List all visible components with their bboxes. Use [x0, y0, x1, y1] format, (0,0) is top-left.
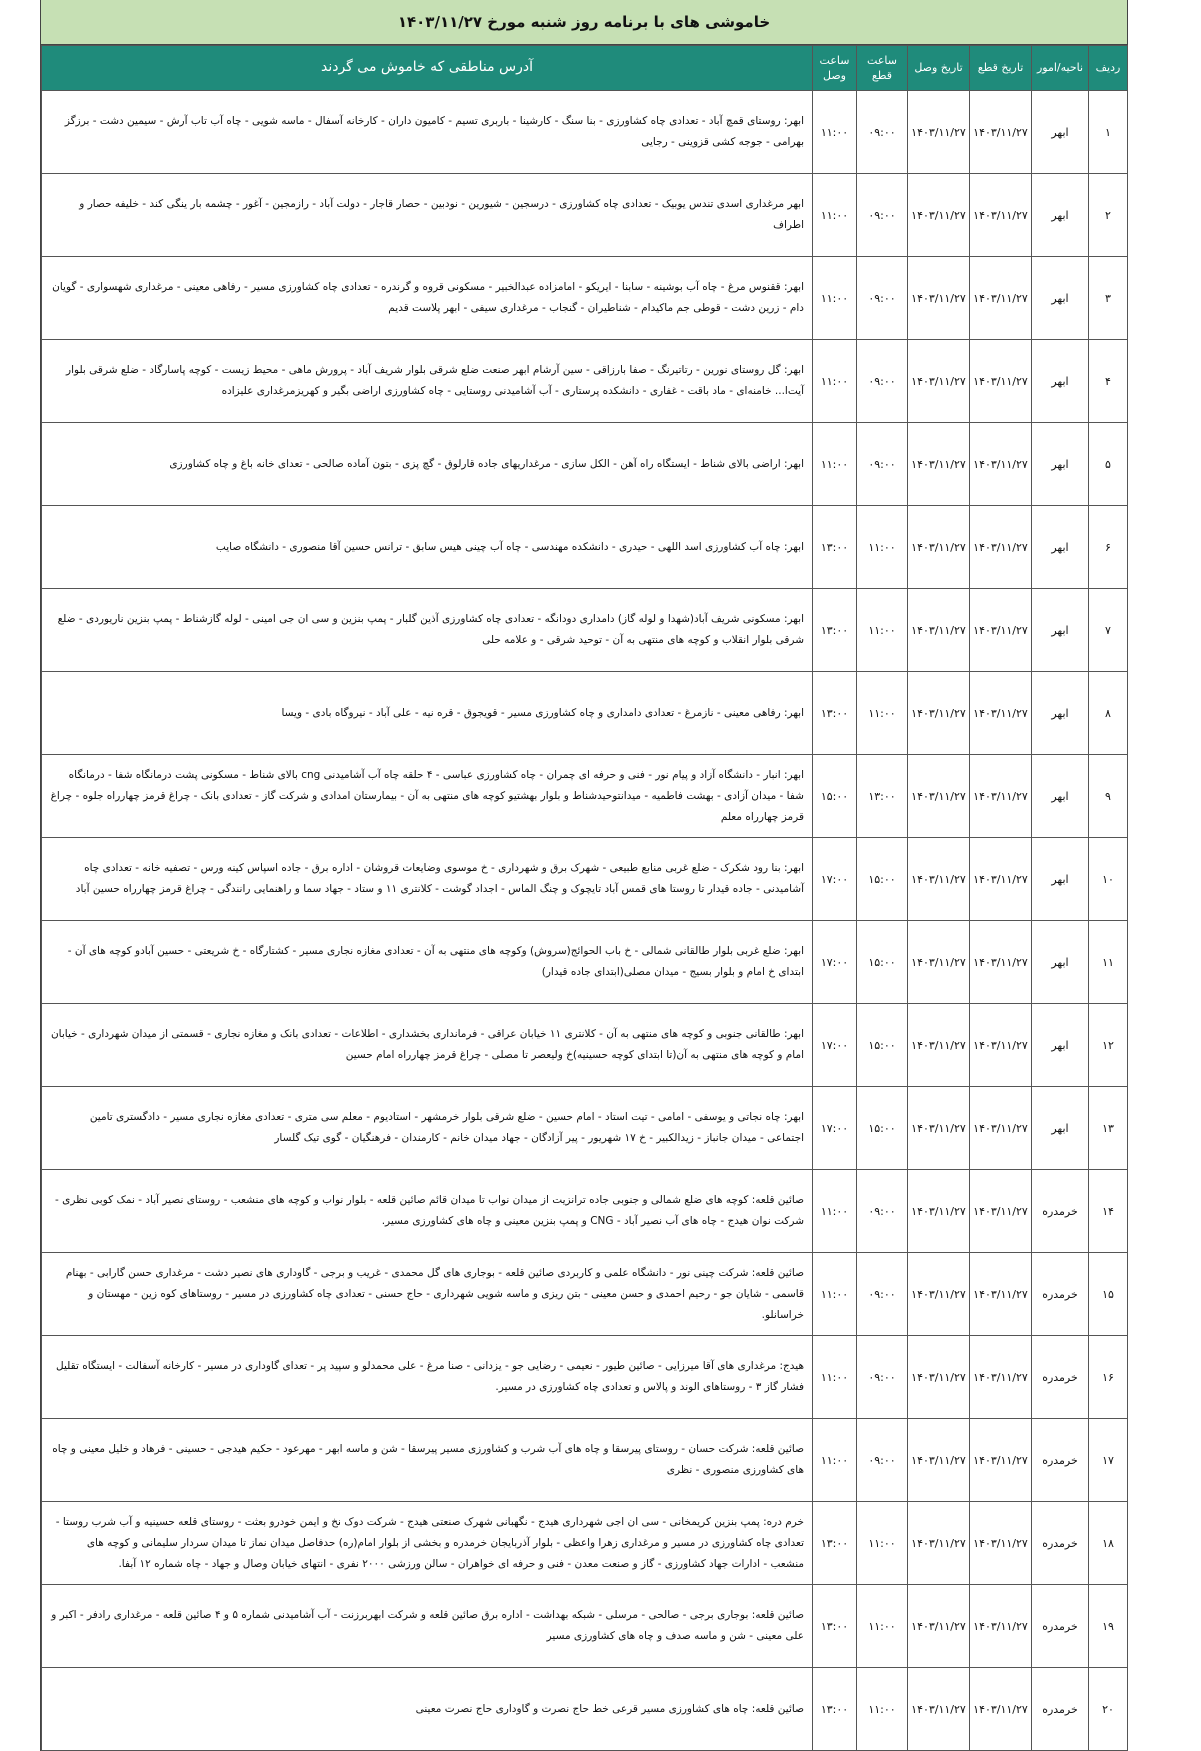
- cell-radif: ۱۱: [1089, 921, 1128, 1004]
- cell-date-cut: ۱۴۰۳/۱۱/۲۷: [970, 1419, 1032, 1502]
- header-address: آدرس مناطقی که خاموش می گردند: [42, 46, 813, 91]
- cell-radif: ۱۳: [1089, 1087, 1128, 1170]
- cell-radif: ۱۵: [1089, 1253, 1128, 1336]
- header-time-cut: ساعت قطع: [857, 46, 908, 91]
- cell-date-conn: ۱۴۰۳/۱۱/۲۷: [908, 340, 970, 423]
- cell-nahie: ابهر: [1032, 506, 1089, 589]
- cell-radif: ۷: [1089, 589, 1128, 672]
- cell-radif: ۱۸: [1089, 1502, 1128, 1585]
- cell-nahie: ابهر: [1032, 1004, 1089, 1087]
- cell-radif: ۵: [1089, 423, 1128, 506]
- cell-address: ابهر: طالقانی جنوبی و کوچه های منتهی به آن - کلانتری ۱۱ خیابان عراقی - فرمانداری بخشداری - اطلاعات - تعدادی بانک و مغازه نجاری - قسمتی از میدان شهرداری - خیابان امام و کوچه های منتهی به آن(تا ابتدای کوچه حسینیه)خ ولیعصر تا مصلی - چراغ قرمز چهارراه امام حسین: [42, 1004, 813, 1087]
- table-row: [42, 1419, 1128, 1502]
- cell-address: صائین قلعه: کوچه های ضلع شمالی و جنوبی جاده ترانزیت از میدان نواب تا میدان قائم صائین قلعه - بلوار نواب و کوچه های منشعب - روستای نصیر آباد - نمک کوبی نظری - شرکت نوان هیدج - چاه های آب نصیر آباد - CNG و پمپ بنزین معینی و چاه های کشاورزی مسیر.: [42, 1170, 813, 1253]
- cell-time-conn: ۱۱:۰۰: [813, 340, 857, 423]
- cell-time-cut: ۱۵:۰۰: [857, 838, 908, 921]
- table-row: [42, 1170, 1128, 1253]
- cell-radif: ۲۰: [1089, 1668, 1128, 1751]
- cell-time-cut: ۰۹:۰۰: [857, 91, 908, 174]
- cell-date-cut: ۱۴۰۳/۱۱/۲۷: [970, 1004, 1032, 1087]
- cell-time-conn: ۱۷:۰۰: [813, 838, 857, 921]
- cell-date-cut: ۱۴۰۳/۱۱/۲۷: [970, 91, 1032, 174]
- table-row: [42, 838, 1128, 921]
- cell-radif: ۱: [1089, 91, 1128, 174]
- table-row: [42, 1585, 1128, 1668]
- cell-date-cut: ۱۴۰۳/۱۱/۲۷: [970, 1087, 1032, 1170]
- cell-address: ابهر: انبار - دانشگاه آزاد و پیام نور - فنی و حرفه ای چمران - چاه کشاورزی عباسی - ۴ حلقه چاه آب آشامیدنی cng بالای شناط - مسکونی پشت درمانگاه شفا - درمانگاه شفا - میدان آزادی - بهشت فاطمیه - میدانتوحیدشناط و بلوار بهشتیو کوچه های منتهی به آن - بیمارستان امدادی و شرکت گاز - تعدادی بانک - چراغ قرمز چهارراه جلوه - چراغ قرمز چهارراه معلم: [42, 755, 813, 838]
- cell-time-cut: ۱۱:۰۰: [857, 1585, 908, 1668]
- cell-address: ابهر: بنا رود شکرک - ضلع غربی منابع طبیعی - شهرک برق و شهرداری - خ موسوی وضایعات قروشان - اداره برق - جاده اسپاس کینه ورس - تصفیه خانه - تعدادی چاه آشامیدنی - جاده قیدار تا روستا های قمس آباد تایچوک و چنگ الماس - اجداد گوشت - کلانتری ۱۱ و ستاد - جهاد سما و راهنمایی رانندگی - چراغ قرمز چهارراه حسین آباد: [42, 838, 813, 921]
- cell-time-cut: ۰۹:۰۰: [857, 1253, 908, 1336]
- table-row: [42, 921, 1128, 1004]
- cell-address: ابهر مرغداری اسدی تندس یوبیک - تعدادی چاه کشاورزی - درسجین - شیورین - نودبین - حصار قاجار - دولت آباد - رازمجین - آغور - چشمه بار ینگی کند - خلیفه حصار و اطراف: [42, 174, 813, 257]
- cell-nahie: ابهر: [1032, 257, 1089, 340]
- cell-nahie: ابهر: [1032, 91, 1089, 174]
- cell-time-cut: ۰۹:۰۰: [857, 340, 908, 423]
- cell-nahie: ابهر: [1032, 755, 1089, 838]
- cell-address: ابهر: روستای قمچ آباد - تعدادی چاه کشاورزی - بنا سنگ - کارشینا - باربری تسیم - کامیون داران - کارخانه آسفال - ماسه شویی - چاه آب تاب آرش - سیمین دشت - برزگز بهرامی - جوجه کشی قزوینی - رجایی: [42, 91, 813, 174]
- table-row: [42, 589, 1128, 672]
- table-row: [42, 506, 1128, 589]
- cell-time-cut: ۱۳:۰۰: [857, 755, 908, 838]
- table-row: [42, 340, 1128, 423]
- cell-date-conn: ۱۴۰۳/۱۱/۲۷: [908, 672, 970, 755]
- table-row: [42, 1502, 1128, 1585]
- cell-time-cut: ۱۱:۰۰: [857, 506, 908, 589]
- cell-date-conn: ۱۴۰۳/۱۱/۲۷: [908, 921, 970, 1004]
- table-row: [42, 1336, 1128, 1419]
- cell-nahie: خرمدره: [1032, 1170, 1089, 1253]
- outage-sheet: [40, 0, 1128, 1751]
- cell-date-conn: ۱۴۰۳/۱۱/۲۷: [908, 1336, 970, 1419]
- cell-radif: ۲: [1089, 174, 1128, 257]
- cell-date-conn: ۱۴۰۳/۱۱/۲۷: [908, 423, 970, 506]
- cell-date-cut: ۱۴۰۳/۱۱/۲۷: [970, 1668, 1032, 1751]
- outage-table: [41, 45, 1128, 1751]
- cell-address: صائین قلعه: شرکت حسان - روستای پیرسقا و چاه های آب شرب و کشاورزی مسیر پیرسقا - شن و ماسه ابهر - مهرعود - حکیم هیدجی - حسینی - فرهاد و خلیل معینی و چاه های کشاورزی منصوری - نظری: [42, 1419, 813, 1502]
- header-time-conn: ساعت وصل: [813, 46, 857, 91]
- cell-nahie: خرمدره: [1032, 1585, 1089, 1668]
- cell-date-conn: ۱۴۰۳/۱۱/۲۷: [908, 589, 970, 672]
- cell-address: صائین قلعه: چاه های کشاورزی مسیر قرعی خط حاج نصرت و گاوداری حاج نصرت معینی: [42, 1668, 813, 1751]
- cell-time-conn: ۱۳:۰۰: [813, 1502, 857, 1585]
- cell-time-conn: ۱۷:۰۰: [813, 1004, 857, 1087]
- cell-time-cut: ۰۹:۰۰: [857, 174, 908, 257]
- table-row: [42, 1253, 1128, 1336]
- cell-date-cut: ۱۴۰۳/۱۱/۲۷: [970, 921, 1032, 1004]
- header-radif: ردیف: [1089, 46, 1128, 91]
- cell-nahie: خرمدره: [1032, 1336, 1089, 1419]
- cell-time-conn: ۱۱:۰۰: [813, 91, 857, 174]
- cell-address: صائین قلعه: بوجاری برجی - صالحی - مرسلی - شبکه بهداشت - اداره برق صائین قلعه و شرکت ابهربرزنت - آب آشامیدنی شماره ۵ و ۴ صائین قلعه - مرغداری رادفر - اکبر و علی معینی - شن و ماسه صدف و چاه های کشاورزی مسیر: [42, 1585, 813, 1668]
- cell-radif: ۱۴: [1089, 1170, 1128, 1253]
- cell-time-conn: ۱۱:۰۰: [813, 1170, 857, 1253]
- table-row: [42, 1004, 1128, 1087]
- cell-address: ابهر: ضلع غربی بلوار طالقانی شمالی - خ باب الحوائج(سروش) وکوچه های منتهی به آن - تعدادی مغازه نجاری مسیر - کشتارگاه - خ شریعتی - حسین آبادو کوچه های آن - ابتدای خ امام و بلوار بسیج - میدان مصلی(ابتدای جاده قیدار): [42, 921, 813, 1004]
- cell-nahie: ابهر: [1032, 174, 1089, 257]
- cell-date-cut: ۱۴۰۳/۱۱/۲۷: [970, 672, 1032, 755]
- cell-time-cut: ۱۱:۰۰: [857, 1502, 908, 1585]
- cell-radif: ۱۶: [1089, 1336, 1128, 1419]
- table-row: [42, 91, 1128, 174]
- cell-nahie: خرمدره: [1032, 1668, 1089, 1751]
- cell-date-conn: ۱۴۰۳/۱۱/۲۷: [908, 838, 970, 921]
- cell-date-conn: ۱۴۰۳/۱۱/۲۷: [908, 1668, 970, 1751]
- cell-address: ابهر: اراضی بالای شناط - ایستگاه راه آهن - الکل سازی - مرغداریهای جاده قارلوق - گچ پزی - بتون آماده صالحی - تعدای خانه باغ و چاه کشاورزی: [42, 423, 813, 506]
- header-nahie: ناحیه/امور: [1032, 46, 1089, 91]
- cell-nahie: خرمدره: [1032, 1502, 1089, 1585]
- table-row: [42, 257, 1128, 340]
- cell-address: ابهر: چاه نجاتی و یوسفی - امامی - تیت استاد - امام حسین - ضلع شرقی بلوار خرمشهر - استادیوم - معلم سی متری - تعدادی مغازه نجاری مسیر - دادگستری تامین اجتماعی - میدان جانباز - زیدالکبیر - خ ۱۷ شهریور - پیر آزادگان - جهاد میدان خانم - کارمندان - فرهنگیان - گوی تیک گلسار: [42, 1087, 813, 1170]
- cell-time-conn: ۱۱:۰۰: [813, 423, 857, 506]
- page-title: خاموشی های با برنامه روز شنبه مورخ ۱۴۰۳/۱۱/۲۷: [41, 0, 1127, 45]
- cell-date-cut: ۱۴۰۳/۱۱/۲۷: [970, 1336, 1032, 1419]
- cell-time-conn: ۱۱:۰۰: [813, 257, 857, 340]
- cell-time-cut: ۱۱:۰۰: [857, 1668, 908, 1751]
- cell-date-conn: ۱۴۰۳/۱۱/۲۷: [908, 257, 970, 340]
- cell-time-conn: ۱۳:۰۰: [813, 1585, 857, 1668]
- cell-date-conn: ۱۴۰۳/۱۱/۲۷: [908, 1502, 970, 1585]
- cell-date-conn: ۱۴۰۳/۱۱/۲۷: [908, 1419, 970, 1502]
- cell-date-cut: ۱۴۰۳/۱۱/۲۷: [970, 1253, 1032, 1336]
- cell-date-cut: ۱۴۰۳/۱۱/۲۷: [970, 174, 1032, 257]
- cell-address: صائین قلعه: شرکت چینی نور - دانشگاه علمی و کاربردی صائین قلعه - بوجاری های گل محمدی - غریب و برجی - گاوداری های نصیر دشت - مرغداری حسن گارابی - بهنام قاسمی - شایان جو - رحیم احمدی و حسن معینی - بتن ریزی و ماسه شویی شهرداری - حاج حسنی - تعدادی چاه کشاورزی در مسیر - روستاهای کوه زین - مهستان و خراسانلو.: [42, 1253, 813, 1336]
- cell-time-cut: ۱۱:۰۰: [857, 589, 908, 672]
- cell-time-cut: ۰۹:۰۰: [857, 423, 908, 506]
- cell-time-cut: ۱۵:۰۰: [857, 1004, 908, 1087]
- cell-address: هیدج: مرغداری های آقا میرزایی - صائین طیور - نعیمی - رضایی جو - یزدانی - صنا مرغ - علی محمدلو و سپید پر - تعدای گاوداری در مسیر - کارخانه آسفالت - ایستگاه تقلیل فشار گاز ۳ - روستاهای الوند و پالاس و تعدادی چاه کشاورزی در مسیر.: [42, 1336, 813, 1419]
- cell-time-cut: ۰۹:۰۰: [857, 1419, 908, 1502]
- cell-time-cut: ۰۹:۰۰: [857, 1170, 908, 1253]
- cell-date-cut: ۱۴۰۳/۱۱/۲۷: [970, 755, 1032, 838]
- cell-time-cut: ۰۹:۰۰: [857, 1336, 908, 1419]
- cell-time-conn: ۱۵:۰۰: [813, 755, 857, 838]
- cell-nahie: خرمدره: [1032, 1253, 1089, 1336]
- cell-radif: ۴: [1089, 340, 1128, 423]
- cell-time-conn: ۱۱:۰۰: [813, 1419, 857, 1502]
- cell-nahie: ابهر: [1032, 921, 1089, 1004]
- cell-address: ابهر: گل روستای نورین - رتاتیرنگ - صفا بارزاقی - سین آرشام ابهر صنعت ضلع شرقی بلوار شریف آباد - پرورش ماهی - محیط زیست - کوچه پاسارگاد - ضلع شرقی بلوار آیت‌ا... خامنه‌ای - ماد باقت - غفاری - دانشکده پرستاری - آب آشامیدنی روستایی - چاه کشاورزی اراضی بگیر و کهریزمرغداری علیزاده: [42, 340, 813, 423]
- cell-address: خرم دره: پمپ بنزین کریمخانی - سی ان اجی شهرداری هیدج - نگهبانی شهرک صنعتی هیدج - شرکت دوک نخ و ایمن خودرو بعثت - روستای قلعه حسینیه و آب شرب روستا - تعدادی چاه کشاورزی در مسیر و مرغداری زهرا واعظی - بلوار آذربایجان خرمدره و بخشی از بلوار امام(ره) حدفاصل میدان نماز تا میدان سردار سلیمانی و کوچه های منشعب - ادارات جهاد کشاورزی - گاز و صنعت معدن - فنی و حرفه ای خواهران - سالن ورزشی ۲۰۰۰ نفری - انتهای خیابان وصال و جهاد - چاه شماره ۱۲ آبفا.: [42, 1502, 813, 1585]
- cell-time-cut: ۱۵:۰۰: [857, 921, 908, 1004]
- cell-time-conn: ۱۷:۰۰: [813, 921, 857, 1004]
- cell-date-cut: ۱۴۰۳/۱۱/۲۷: [970, 257, 1032, 340]
- cell-date-conn: ۱۴۰۳/۱۱/۲۷: [908, 755, 970, 838]
- cell-time-conn: ۱۷:۰۰: [813, 1087, 857, 1170]
- cell-nahie: ابهر: [1032, 589, 1089, 672]
- cell-time-conn: ۱۱:۰۰: [813, 174, 857, 257]
- cell-time-conn: ۱۳:۰۰: [813, 506, 857, 589]
- cell-nahie: ابهر: [1032, 340, 1089, 423]
- cell-address: ابهر: چاه آب کشاورزی اسد اللهی - حیدری - دانشکده مهندسی - چاه آب چینی هیس سابق - ترانس حسین آقا منصوری - دانشگاه صایب: [42, 506, 813, 589]
- cell-radif: ۱۲: [1089, 1004, 1128, 1087]
- table-row: [42, 174, 1128, 257]
- cell-date-cut: ۱۴۰۳/۱۱/۲۷: [970, 1502, 1032, 1585]
- cell-date-cut: ۱۴۰۳/۱۱/۲۷: [970, 589, 1032, 672]
- cell-date-conn: ۱۴۰۳/۱۱/۲۷: [908, 1253, 970, 1336]
- table-row: [42, 423, 1128, 506]
- cell-date-conn: ۱۴۰۳/۱۱/۲۷: [908, 91, 970, 174]
- cell-nahie: ابهر: [1032, 1087, 1089, 1170]
- cell-radif: ۱۷: [1089, 1419, 1128, 1502]
- table-row: [42, 672, 1128, 755]
- cell-date-conn: ۱۴۰۳/۱۱/۲۷: [908, 506, 970, 589]
- cell-nahie: ابهر: [1032, 838, 1089, 921]
- table-row: [42, 1087, 1128, 1170]
- cell-address: ابهر: ققنوس مرغ - چاه آب بوشینه - سابنا - ایریکو - امامزاده عبدالخبیر - مسکونی قروه و گرندره - تعدادی چاه کشاورزی مسیر - رفاهی معینی - مرغداری شهسواری - گویان دام - زرین دشت - قوطی جم ماکیدام - شناطیران - گنجاب - مرغداری سیفی - ابهر پلاست قدیم: [42, 257, 813, 340]
- cell-date-cut: ۱۴۰۳/۱۱/۲۷: [970, 1170, 1032, 1253]
- cell-time-conn: ۱۳:۰۰: [813, 1668, 857, 1751]
- cell-date-cut: ۱۴۰۳/۱۱/۲۷: [970, 423, 1032, 506]
- cell-radif: ۹: [1089, 755, 1128, 838]
- cell-date-cut: ۱۴۰۳/۱۱/۲۷: [970, 506, 1032, 589]
- cell-date-conn: ۱۴۰۳/۱۱/۲۷: [908, 1004, 970, 1087]
- cell-nahie: خرمدره: [1032, 1419, 1089, 1502]
- cell-date-conn: ۱۴۰۳/۱۱/۲۷: [908, 1585, 970, 1668]
- cell-nahie: ابهر: [1032, 423, 1089, 506]
- cell-date-conn: ۱۴۰۳/۱۱/۲۷: [908, 174, 970, 257]
- header-date-cut: تاریخ قطع: [970, 46, 1032, 91]
- cell-radif: ۶: [1089, 506, 1128, 589]
- cell-radif: ۱۰: [1089, 838, 1128, 921]
- cell-date-cut: ۱۴۰۳/۱۱/۲۷: [970, 838, 1032, 921]
- cell-time-cut: ۱۵:۰۰: [857, 1087, 908, 1170]
- cell-address: ابهر: مسکونی شریف آباد(شهدا و لوله گاز) دامداری دودانگه - تعدادی چاه کشاورزی آذین گلبار - پمپ بنزین و سی ان جی امینی - لوله گازشناط - پمپ بنزین ناریوردی - ضلع شرقی بلوار انقلاب و کوچه های منتهی به آن - توحید شرقی - و علامه حلی: [42, 589, 813, 672]
- table-row: [42, 1668, 1128, 1751]
- cell-radif: ۱۹: [1089, 1585, 1128, 1668]
- cell-time-conn: ۱۱:۰۰: [813, 1253, 857, 1336]
- table-row: [42, 755, 1128, 838]
- cell-time-conn: ۱۳:۰۰: [813, 672, 857, 755]
- cell-time-cut: ۰۹:۰۰: [857, 257, 908, 340]
- cell-radif: ۳: [1089, 257, 1128, 340]
- cell-date-cut: ۱۴۰۳/۱۱/۲۷: [970, 340, 1032, 423]
- cell-date-cut: ۱۴۰۳/۱۱/۲۷: [970, 1585, 1032, 1668]
- cell-address: ابهر: رفاهی معینی - نازمرغ - تعدادی دامداری و چاه کشاورزی مسیر - قویجوق - قره نیه - علی آباد - نیروگاه بادی - ویسا: [42, 672, 813, 755]
- cell-date-conn: ۱۴۰۳/۱۱/۲۷: [908, 1170, 970, 1253]
- cell-time-conn: ۱۳:۰۰: [813, 589, 857, 672]
- header-row: [42, 46, 1128, 91]
- cell-date-conn: ۱۴۰۳/۱۱/۲۷: [908, 1087, 970, 1170]
- cell-nahie: ابهر: [1032, 672, 1089, 755]
- cell-time-cut: ۱۱:۰۰: [857, 672, 908, 755]
- cell-radif: ۸: [1089, 672, 1128, 755]
- header-date-conn: تاریخ وصل: [908, 46, 970, 91]
- cell-time-conn: ۱۱:۰۰: [813, 1336, 857, 1419]
